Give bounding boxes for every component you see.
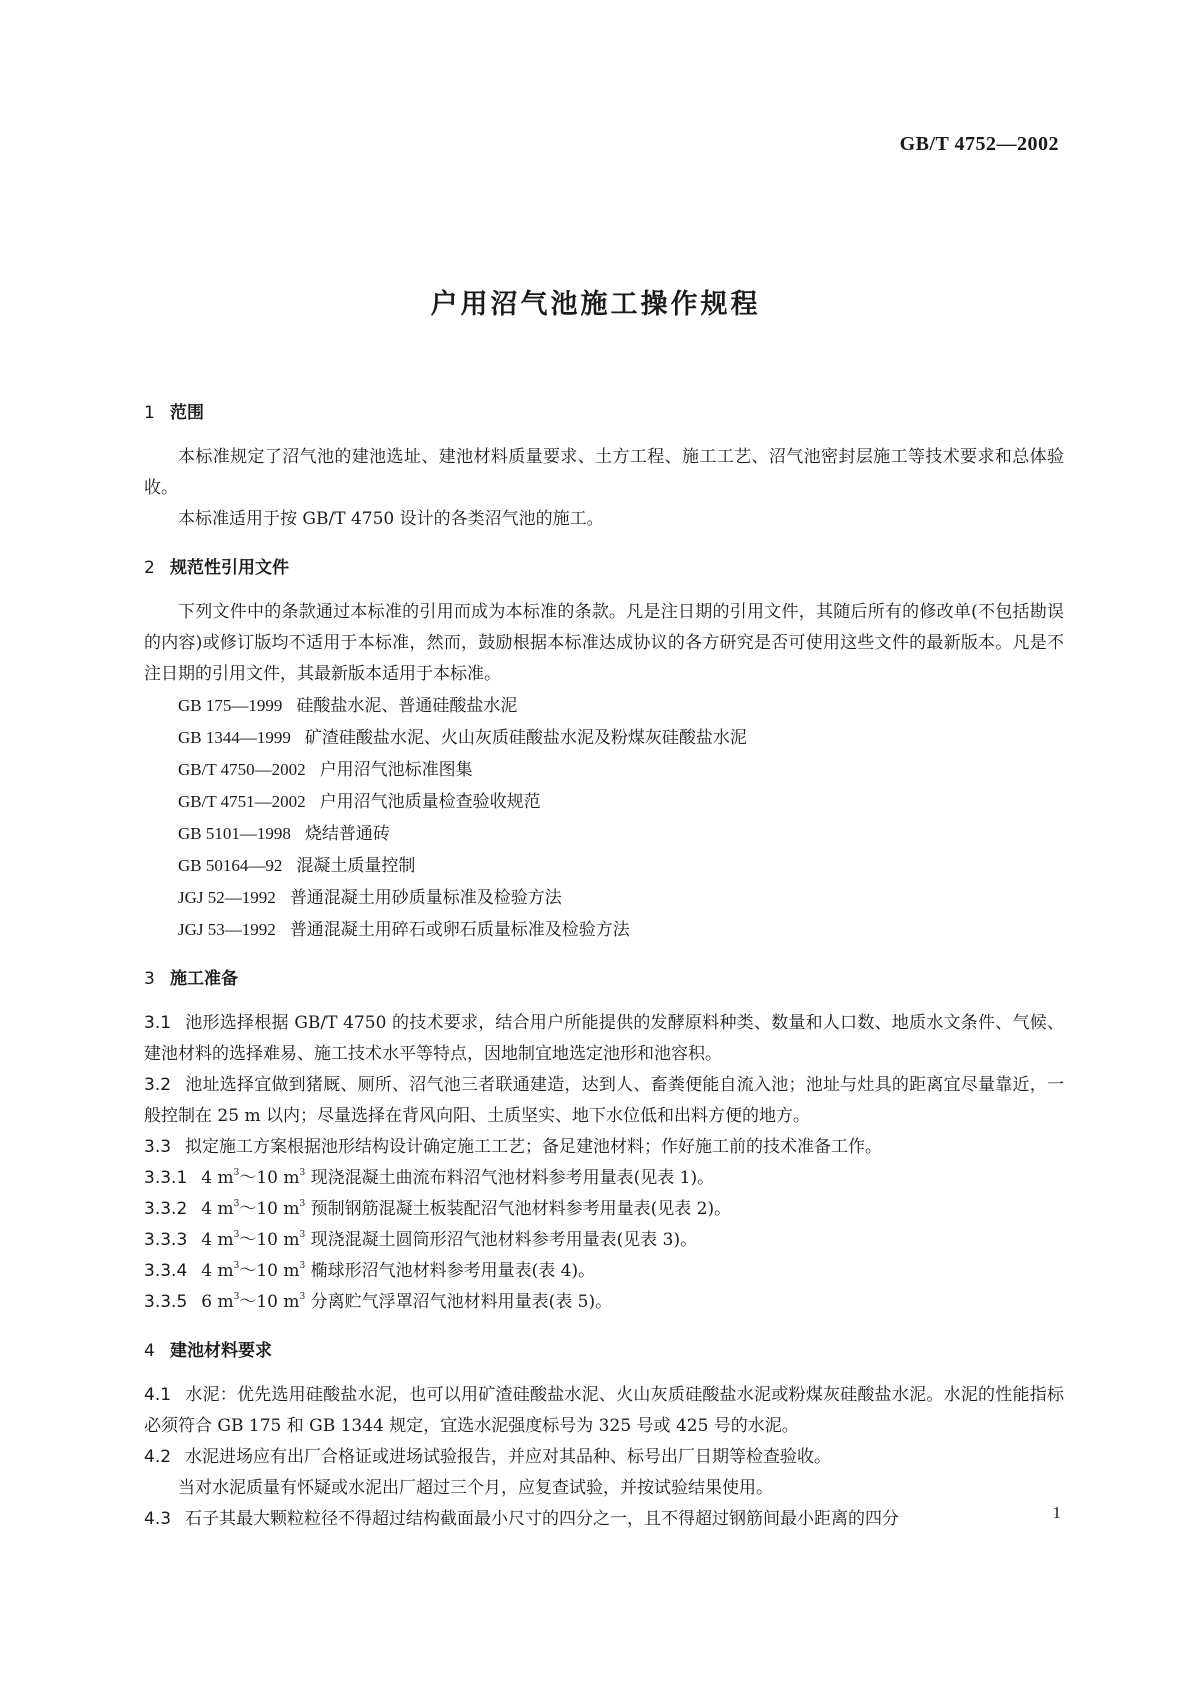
clause-number: 3.3.4	[144, 1261, 188, 1281]
volume-range-to: ～10 m	[239, 1230, 300, 1250]
clause-text: 现浇混凝土曲流布料沼气池材料参考用量表(见表 1)。	[305, 1168, 715, 1188]
cubic-superscript: 3	[233, 1168, 240, 1178]
cubic-superscript: 3	[299, 1292, 306, 1302]
page-number: 1	[1052, 1503, 1061, 1522]
reference-name: 混凝土质量控制	[296, 856, 416, 876]
reference-item	[144, 914, 1064, 946]
clause-number: 4.3	[144, 1509, 172, 1529]
clause-3-3-2	[144, 1194, 1064, 1225]
cubic-superscript: 3	[233, 1199, 240, 1209]
clause-number: 3.3.3	[144, 1230, 188, 1250]
reference-list	[144, 690, 1064, 946]
reference-name: 普通混凝土用碎石或卵石质量标准及检验方法	[289, 920, 630, 940]
section-heading-construction-preparation	[144, 964, 1064, 994]
section-number: 4	[144, 1341, 155, 1361]
clause-number: 3.3.5	[144, 1292, 188, 1312]
reference-code: GB 5101—1998	[178, 824, 291, 843]
section-number: 3	[144, 969, 155, 989]
reference-item	[144, 882, 1064, 914]
clause-text: 拟定施工方案根据池形结构设计确定施工工艺；备足建池材料；作好施工前的技术准备工作。	[185, 1137, 883, 1157]
paragraph: 本标准适用于按 GB/T 4750 设计的各类沼气池的施工。	[178, 509, 604, 529]
cubic-superscript: 3	[233, 1261, 240, 1271]
section-heading-scope	[144, 398, 1064, 428]
reference-item	[144, 786, 1064, 818]
section-title: 施工准备	[170, 969, 238, 989]
reference-code: JGJ 53—1992	[178, 920, 276, 939]
paragraph: 本标准规定了沼气池的建池选址、建池材料质量要求、土方工程、施工工艺、沼气池密封层施工等技术要求和总体验收。	[144, 447, 1064, 498]
volume-range-from: 4 m	[201, 1168, 234, 1188]
reference-item	[144, 818, 1064, 850]
section-heading-materials	[144, 1336, 1064, 1366]
reference-code: GB 1344—1999	[178, 728, 291, 747]
reference-item	[144, 722, 1064, 754]
reference-item	[144, 690, 1064, 722]
volume-range-from: 6 m	[201, 1292, 234, 1312]
section-heading-normative-references	[144, 553, 1064, 583]
reference-code: GB 50164—92	[178, 856, 283, 875]
reference-name: 硅酸盐水泥、普通硅酸盐水泥	[296, 696, 518, 716]
clause-number: 3.3	[144, 1137, 172, 1157]
section-title: 规范性引用文件	[170, 558, 289, 578]
cubic-superscript: 3	[299, 1199, 306, 1209]
clause-3-3	[144, 1132, 1064, 1163]
cubic-superscript: 3	[299, 1261, 306, 1271]
clause-text: 池形选择根据 GB/T 4750 的技术要求，结合用户所能提供的发酵原料种类、数量和人口数、地质水文条件、气候、建池材料的选择难易、施工技术水平等特点，因地制宜地选定池形和池容积。	[144, 1013, 1064, 1064]
clause-3-3-5	[144, 1287, 1064, 1318]
clause-number: 3.1	[144, 1013, 172, 1033]
section-number: 2	[144, 558, 155, 578]
cubic-superscript: 3	[299, 1230, 306, 1240]
cubic-superscript: 3	[233, 1230, 240, 1240]
clause-4-1	[144, 1380, 1064, 1442]
clause-number: 3.3.2	[144, 1199, 188, 1219]
clause-text: 现浇混凝土圆筒形沼气池材料参考用量表(见表 3)。	[305, 1230, 698, 1250]
reference-name: 普通混凝土用砂质量标准及检验方法	[289, 888, 562, 908]
cubic-superscript: 3	[299, 1168, 306, 1178]
clause-text: 预制钢筋混凝土板装配沼气池材料参考用量表(见表 2)。	[305, 1199, 732, 1219]
clause-text: 分离贮气浮罩沼气池材料用量表(表 5)。	[305, 1292, 613, 1312]
document-title: 户用沼气池施工操作规程	[430, 289, 761, 320]
volume-range-from: 4 m	[201, 1230, 234, 1250]
clause-number: 3.3.1	[144, 1168, 188, 1188]
volume-range-to: ～10 m	[239, 1261, 300, 1281]
reference-name: 户用沼气池标准图集	[319, 760, 473, 780]
clause-text: 水泥：优先选用硅酸盐水泥，也可以用矿渣硅酸盐水泥、火山灰质硅酸盐水泥或粉煤灰硅酸盐水泥。水泥的性能指标必须符合 GB 175 和 GB 1344 规定，宜选水泥强度标号为 325 号或 425 号的水泥。	[144, 1385, 1064, 1436]
document-body	[144, 398, 1064, 1535]
clause-3-3-1	[144, 1163, 1064, 1194]
cubic-superscript: 3	[233, 1292, 240, 1302]
reference-item	[144, 754, 1064, 786]
clause-text: 石子其最大颗粒粒径不得超过结构截面最小尺寸的四分之一，且不得超过钢筋间最小距离的四分	[185, 1509, 900, 1529]
section-number: 1	[144, 403, 155, 423]
standard-code: GB/T 4752—2002	[899, 133, 1059, 155]
volume-range-to: ～10 m	[239, 1292, 300, 1312]
paragraph: 下列文件中的条款通过本标准的引用而成为本标准的条款。凡是注日期的引用文件，其随后所有的修改单(不包括勘误的内容)或修订版均不适用于本标准，然而，鼓励根据本标准达成协议的各方研究是否可使用这些文件的最新版本。凡是不注日期的引用文件，其最新版本适用于本标准。	[144, 602, 1064, 684]
clause-3-3-4	[144, 1256, 1064, 1287]
clause-number: 4.1	[144, 1385, 172, 1405]
clause-text: 池址选择宜做到猪厩、厕所、沼气池三者联通建造，达到人、畜粪便能自流入池；池址与灶具的距离宜尽量靠近，一般控制在 25 m 以内；尽量选择在背风向阳、土质坚实、地下水位低和出料方便的地方。	[144, 1075, 1064, 1126]
clause-4-2	[144, 1442, 1064, 1473]
volume-range-from: 4 m	[201, 1261, 234, 1281]
volume-range-from: 4 m	[201, 1199, 234, 1219]
clause-4-3	[144, 1504, 1064, 1535]
reference-code: GB 175—1999	[178, 696, 283, 715]
reference-code: JGJ 52—1992	[178, 888, 276, 907]
reference-code: GB/T 4751—2002	[178, 792, 306, 811]
volume-range-to: ～10 m	[239, 1168, 300, 1188]
clause-3-2	[144, 1070, 1064, 1132]
clause-3-3-3	[144, 1225, 1064, 1256]
clause-number: 4.2	[144, 1447, 172, 1467]
reference-name: 烧结普通砖	[304, 824, 390, 844]
reference-name: 户用沼气池质量检查验收规范	[319, 792, 541, 812]
clause-number: 3.2	[144, 1075, 172, 1095]
reference-code: GB/T 4750—2002	[178, 760, 306, 779]
clause-3-1	[144, 1008, 1064, 1070]
volume-range-to: ～10 m	[239, 1199, 300, 1219]
clause-text: 椭球形沼气池材料参考用量表(表 4)。	[305, 1261, 596, 1281]
reference-name: 矿渣硅酸盐水泥、火山灰质硅酸盐水泥及粉煤灰硅酸盐水泥	[304, 728, 747, 748]
clause-continuation: 当对水泥质量有怀疑或水泥出厂超过三个月，应复查试验，并按试验结果使用。	[178, 1478, 773, 1498]
reference-item	[144, 850, 1064, 882]
section-title: 范围	[170, 403, 204, 423]
clause-text: 水泥进场应有出厂合格证或进场试验报告，并应对其品种、标号出厂日期等检查验收。	[185, 1447, 832, 1467]
section-title: 建池材料要求	[170, 1341, 272, 1361]
